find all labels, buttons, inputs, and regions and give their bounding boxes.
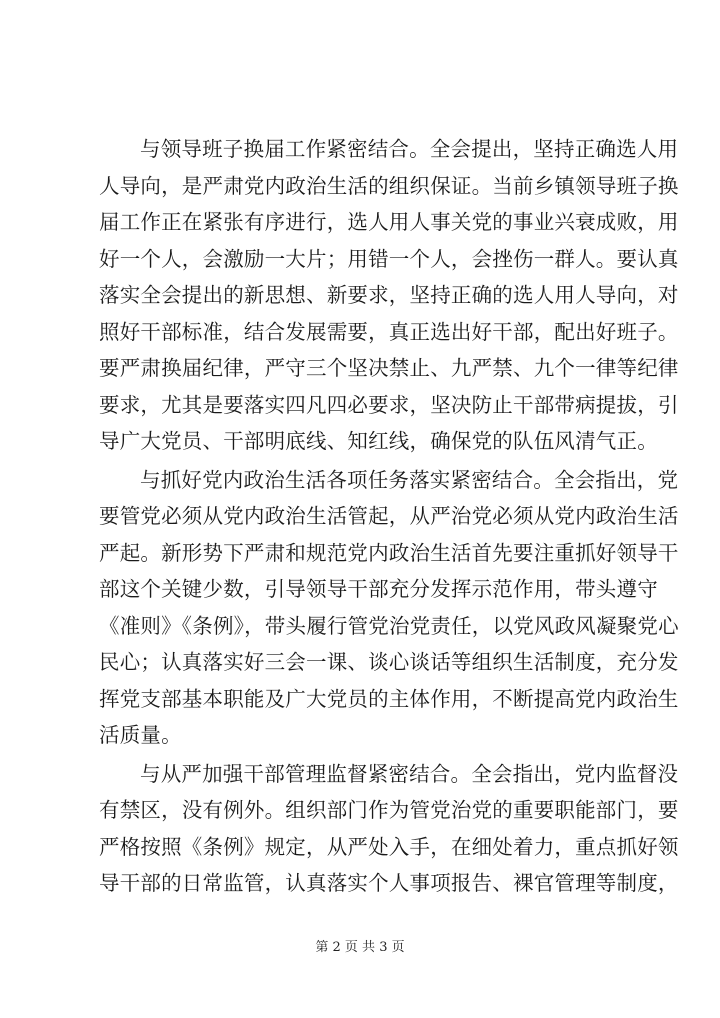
text-line: 导广大党员、干部明底线、知红线，确保党的队伍风清气正。 xyxy=(99,429,658,453)
text-line: 好一个人，会激励一大片；用错一个人，会挫伤一群人。要认真 xyxy=(99,246,679,271)
text-line: 与领导班子换届工作紧密结合。全会提出，坚持正确选人用 xyxy=(140,137,679,161)
page-number-footer: 第 2 页 共 3 页 xyxy=(315,940,405,955)
document-body xyxy=(99,131,679,904)
text-line: 导干部的日常监管，认真落实个人事项报告、裸官管理等制度， xyxy=(99,871,679,895)
text-line: 人导向，是严肃党内政治生活的组织保证。当前乡镇领导班子换 xyxy=(99,173,679,198)
text-line: 落实全会提出的新思想、新要求，坚持正确的选人用人导向，对 xyxy=(99,283,679,307)
paragraph-2 xyxy=(99,462,679,754)
text-line: 《准则》《条例》，带头履行管党治党责任，以党风政风凝聚党心 xyxy=(99,613,679,638)
text-line: 届工作正在紧张有序进行，选人用人事关党的事业兴衰成败，用 xyxy=(99,210,679,234)
text-line: 严起。新形势下严肃和规范党内政治生活首先要注重抓好领导干 xyxy=(99,540,679,565)
text-line: 与抓好党内政治生活各项任务落实紧密结合。全会指出，党 xyxy=(140,467,679,492)
text-line: 部这个关键少数，引导领导干部充分发挥示范作用，带头遵守 xyxy=(99,577,658,601)
text-line: 与从严加强干部管理监督紧密结合。全会指出，党内监督没 xyxy=(140,761,679,786)
text-line: 要严肃换届纪律，严守三个坚决禁止、九严禁、九个一律等纪律 xyxy=(99,356,679,380)
text-line: 有禁区，没有例外。组织部门作为管党治党的重要职能部门，要 xyxy=(99,798,679,822)
text-line: 严格按照《条例》规定，从严处入手，在细处着力，重点抓好领 xyxy=(99,834,679,859)
paragraph-1 xyxy=(99,131,679,460)
text-line: 要管党必须从党内政治生活管起，从严治党必须从党内政治生活 xyxy=(99,504,679,528)
text-line: 活质量。 xyxy=(99,723,182,747)
text-line: 照好干部标准，结合发展需要，真正选出好干部，配出好班子。 xyxy=(99,319,679,344)
text-line: 挥党支部基本职能及广大党员的主体作用，不断提高党内政治生 xyxy=(99,686,679,711)
text-line: 要求，尤其是要落实四凡四必要求，坚决防止干部带病提拔，引 xyxy=(99,392,679,417)
text-line: 民心；认真落实好三会一课、谈心谈话等组织生活制度，充分发 xyxy=(99,650,679,674)
paragraph-3 xyxy=(99,756,679,902)
